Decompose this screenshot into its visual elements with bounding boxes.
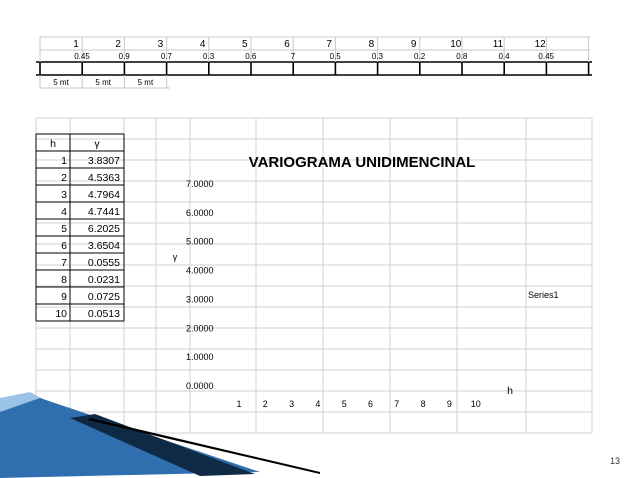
strip-value: 0.3 — [203, 52, 215, 61]
strip-value: 0.9 — [118, 52, 130, 61]
table-cell-gamma: 6.2025 — [87, 223, 120, 235]
table-cell-gamma: 4.5363 — [87, 172, 120, 184]
y-tick-label: 4.0000 — [186, 265, 214, 276]
table-cell-h: 1 — [61, 155, 67, 167]
x-tick-label: 5 — [341, 399, 347, 409]
decorative-accent-stripes — [0, 390, 638, 478]
table-cell-h: 3 — [61, 189, 67, 201]
table-cell-h: 7 — [61, 257, 67, 269]
x-tick-label: 7 — [394, 399, 400, 409]
table-cell-gamma: 4.7964 — [87, 189, 120, 201]
strip-value: 0.2 — [414, 52, 426, 61]
table-cell-h: 9 — [61, 291, 67, 303]
strip-value: 0.6 — [245, 52, 257, 61]
table-cell-h: 4 — [61, 206, 67, 218]
strip-number: 7 — [326, 39, 332, 50]
distance-label: 5 mt — [53, 78, 69, 87]
strip-number: 2 — [115, 39, 121, 50]
data-table — [36, 134, 124, 321]
table-header: γ — [94, 138, 100, 150]
x-axis-label: h — [507, 385, 513, 397]
strip-value: 0.8 — [456, 52, 468, 61]
strip-number: 11 — [492, 39, 504, 50]
table-cell-h: 6 — [61, 240, 67, 252]
strip-number: 5 — [242, 39, 248, 50]
table-cell-h: 8 — [61, 274, 67, 286]
table-cell-h: 5 — [61, 223, 67, 235]
legend-series1: Series1 — [528, 290, 559, 300]
table-cell-gamma: 0.0231 — [87, 274, 120, 286]
x-tick-label: 10 — [470, 399, 481, 409]
table-cell-gamma: 0.0555 — [87, 257, 120, 269]
strip-value: 0.5 — [329, 52, 341, 61]
distance-label: 5 mt — [137, 78, 154, 87]
strip-value: 0.3 — [371, 52, 383, 61]
x-tick-label: 1 — [236, 399, 242, 409]
strip-value: 0.45 — [74, 52, 90, 61]
top-number-strip — [0, 0, 638, 100]
y-tick-label: 0.0000 — [186, 381, 214, 391]
y-axis-label: γ — [172, 252, 178, 262]
y-tick-label: 5.0000 — [186, 236, 214, 247]
strip-number: 6 — [284, 39, 290, 50]
y-tick-label: 1.0000 — [186, 352, 214, 363]
slide-number: 13 — [609, 456, 620, 466]
x-tick-label: 4 — [315, 399, 321, 409]
chart-title: VARIOGRAMA UNIDIMENCINAL — [248, 154, 476, 171]
table-cell-gamma: 3.6504 — [87, 240, 120, 252]
x-tick-label: 6 — [367, 399, 374, 409]
strip-number: 8 — [368, 39, 375, 50]
x-tick-label: 3 — [289, 399, 295, 409]
strip-value: 0.45 — [538, 52, 554, 61]
strip-number: 9 — [410, 39, 417, 50]
table-cell-gamma: 0.0513 — [87, 308, 120, 320]
distance-label: 5 mt — [95, 78, 111, 87]
x-tick-label: 2 — [262, 399, 268, 409]
x-tick-label: 9 — [446, 399, 452, 409]
y-tick-label: 6.0000 — [186, 207, 214, 218]
table-header: h — [50, 138, 56, 150]
y-tick-label: 2.0000 — [186, 323, 214, 334]
strip-value: 0.7 — [160, 52, 172, 61]
table-cell-gamma: 4.7441 — [87, 206, 120, 218]
y-tick-label: 3.0000 — [186, 294, 214, 305]
strip-number: 12 — [534, 39, 546, 50]
variogram-chart — [173, 154, 559, 409]
x-tick-label: 8 — [420, 399, 426, 409]
strip-number: 4 — [199, 39, 206, 50]
strip-value: 7 — [290, 52, 296, 61]
y-tick-label: 7.0000 — [186, 179, 214, 189]
table-cell-h: 2 — [61, 172, 67, 184]
table-cell-gamma: 0.0725 — [87, 291, 120, 303]
strip-number: 1 — [73, 39, 79, 50]
table-cell-gamma: 3.8307 — [87, 155, 120, 167]
strip-number: 10 — [450, 39, 462, 50]
strip-number: 3 — [157, 39, 164, 50]
table-cell-h: 10 — [55, 308, 67, 320]
strip-value: 0.4 — [498, 52, 510, 61]
